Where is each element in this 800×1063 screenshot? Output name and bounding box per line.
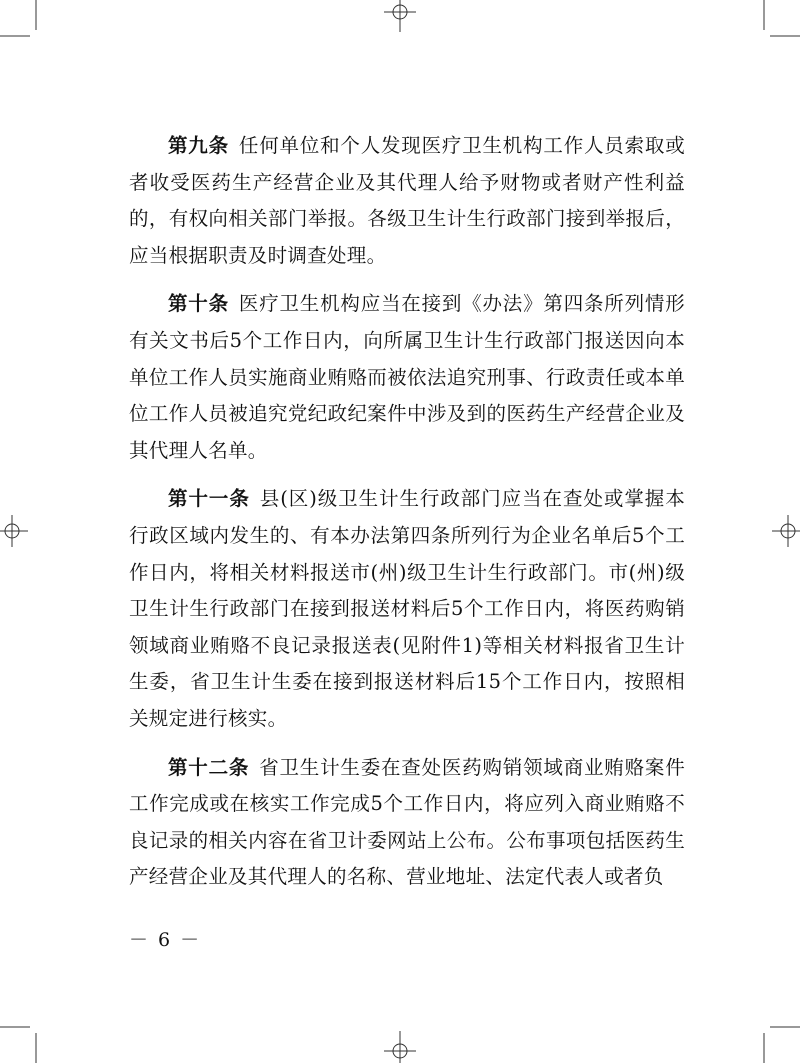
article-heading: 第十条 — [168, 292, 229, 316]
paragraph-article-9 — [129, 128, 685, 274]
article-heading: 第十一条 — [168, 487, 250, 511]
article-text: 医疗卫生机构应当在接到《办法》第四条所列情形有关文书后5个工作日内，向所属卫生计生行政部门报送因向本单位工作人员实施商业贿赂而被依法追究刑事、行政责任或本单位工作人员被追究党纪政纪案件中涉及到的医药生产经营企业及其代理人名单。 — [129, 292, 685, 462]
paragraph-article-11 — [129, 481, 685, 737]
article-text: 省卫生计生委在查处医药购销领域商业贿赂案件工作完成或在核实工作完成5个工作日内，将应列入商业贿赂不良记录的相关内容在省卫计委网站上公布。公布事项包括医药生产经营企业及其代理人的名称、营业地址、法定代表人或者负 — [129, 755, 685, 889]
article-text: 任何单位和个人发现医疗卫生机构工作人员索取或者收受医药生产经营企业及其代理人给予财物或者财产性利益的，有权向相关部门举报。各级卫生计生行政部门接到举报后，应当根据职责及时调查处理。 — [129, 134, 685, 267]
article-text: 县(区)级卫生计生行政部门应当在查处或掌握本行政区域内发生的、有本办法第四条所列行为企业名单后5个工作日内，将相关材料报送市(州)级卫生计生行政部门。市(州)级卫生计生行政部门在接到报送材料后5个工作日内，将医药购销领域商业贿赂不良记录报送表(见附件1)等相关材料报省卫生计生委，省卫生计生委在接到报送材料后15个工作日内，按照相关规定进行核实。 — [129, 487, 685, 730]
article-heading: 第九条 — [168, 134, 229, 157]
page-number: － 6 － — [129, 929, 202, 951]
paragraph-article-10 — [129, 286, 685, 469]
paragraph-article-12 — [129, 750, 685, 896]
document-body — [129, 128, 685, 908]
article-heading: 第十二条 — [168, 755, 250, 779]
